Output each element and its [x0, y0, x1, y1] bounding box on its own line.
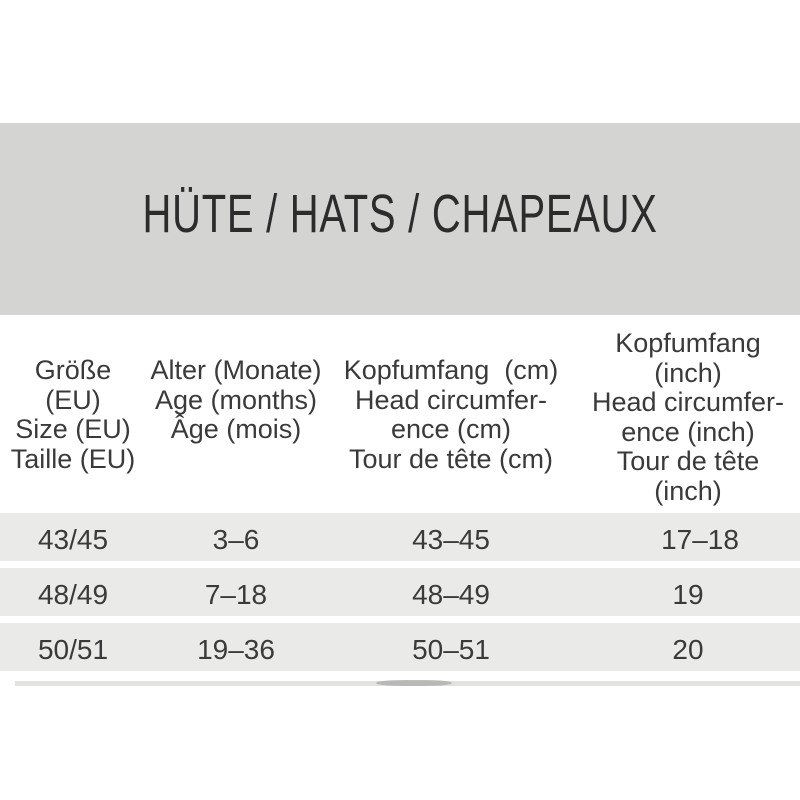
section-banner [0, 123, 800, 315]
header-col-age-months [146, 315, 326, 513]
header-line: Âge (mois) [170, 414, 302, 444]
table-row [0, 623, 800, 671]
cell-circumference-cm: 50–51 [412, 634, 490, 665]
table-header [0, 315, 800, 513]
cell-size-eu: 48/49 [37, 579, 109, 610]
table-row [0, 568, 800, 616]
cell-age-months: 3–6 [212, 524, 260, 555]
cell-circumference-inch: 20 [672, 634, 704, 665]
cell-circumference-inch: 17–18 [661, 524, 739, 555]
cell-circumference-inch: 19 [672, 579, 704, 610]
page-title: HÜTE / HATS / CHAPEAUX [142, 184, 658, 244]
cell-age-months: 19–36 [197, 634, 275, 665]
cropped-next-section-smudge [376, 680, 452, 686]
header-line: (inch) [654, 357, 722, 388]
header-line: Größe [34, 355, 112, 385]
cell-size-eu: 43/45 [37, 524, 109, 555]
cell-circumference-cm: 43–45 [412, 524, 490, 555]
header-line: Age (months) [154, 384, 318, 415]
header-line: Head circumfer- [354, 384, 548, 415]
cell-age-months: 7–18 [204, 579, 268, 610]
header-col-circumference-inch [576, 315, 800, 513]
header-line: (EU) [45, 384, 101, 415]
table-row [0, 513, 800, 561]
header-line: Tour de tête (cm) [348, 443, 554, 474]
header-line: ence (inch) [621, 416, 755, 447]
header-line: Kopfumfang [615, 328, 761, 358]
header-line: (inch) [654, 475, 722, 506]
header-line: Size (EU) [15, 414, 131, 444]
header-col-circumference-cm [326, 315, 576, 513]
header-col-size-eu [0, 315, 146, 513]
header-line: Tour de tête [616, 446, 760, 476]
header-line: Head circumfer- [591, 387, 785, 417]
cell-size-eu: 50/51 [37, 634, 109, 665]
cell-circumference-cm: 48–49 [412, 579, 490, 610]
header-line: Alter (Monate) [150, 355, 322, 385]
header-line: Kopfumfang (cm) [343, 355, 559, 385]
header-line: Taille (EU) [10, 443, 136, 474]
header-line: ence (cm) [390, 414, 512, 444]
